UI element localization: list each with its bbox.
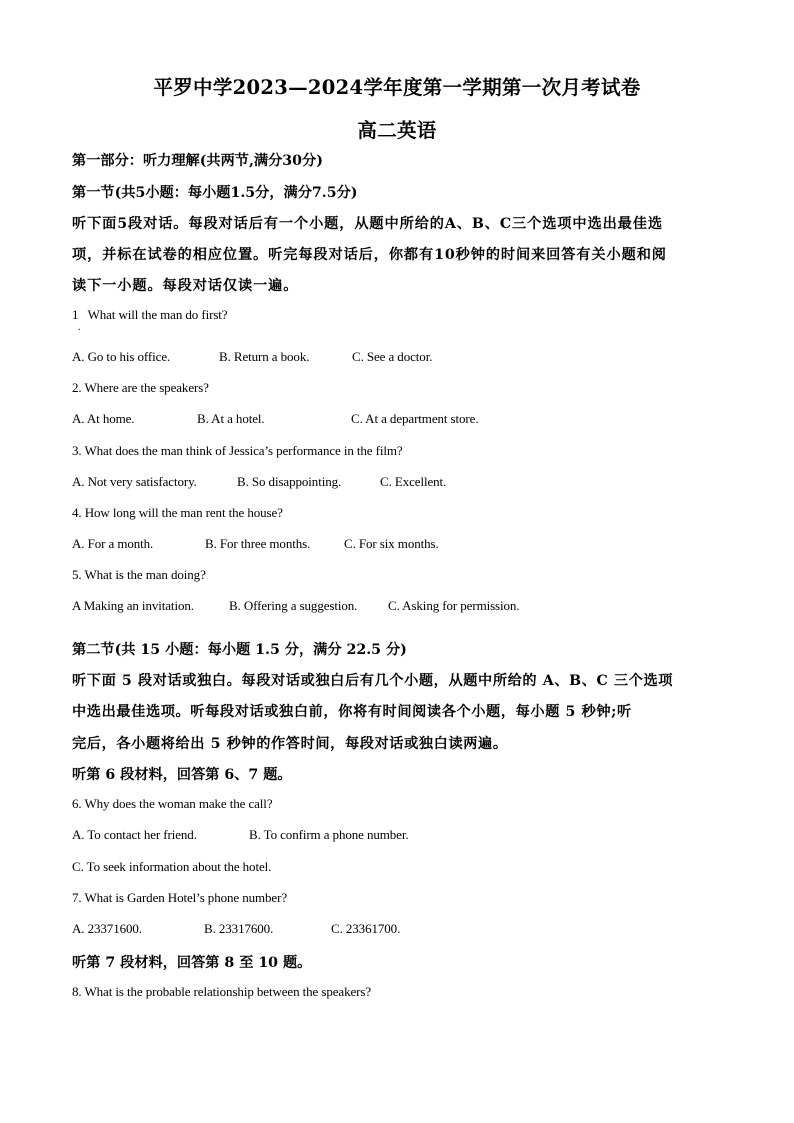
option-c: C. Excellent. [380, 474, 447, 489]
section1-instruction-line-1: 听下面5段对话。每段对话后有一个小题，从题中所给的A、B、C三个选项中选出最佳选 [72, 216, 663, 232]
question-1 [72, 307, 227, 323]
section1-instruction-line-3: 读下一小题。每段对话仅读一遍。 [72, 278, 299, 294]
exam-title: 平罗中学2023—2024学年度第一学期第一次月考试卷 [153, 76, 641, 99]
question-number-dot: . [78, 380, 82, 395]
option-a: A. At home. [72, 411, 135, 426]
option-b: B. 23317600. [204, 921, 274, 936]
option-a: A. For a month. [72, 536, 154, 551]
question-number: 1 [72, 307, 79, 322]
option-c: C. To seek information about the hotel. [72, 859, 272, 874]
section1-instruction-line-2: 项，并标在试卷的相应位置。听完每段对话后，你都有10秒钟的时间来回答有关小题和阅 [72, 247, 667, 263]
option-c: C. At a department store. [351, 411, 479, 426]
question-5 [72, 567, 206, 583]
question-number: 5 [72, 567, 79, 582]
question-text: Where are the speakers? [84, 380, 209, 395]
option-b: B. At a hotel. [197, 411, 265, 426]
section2-instruction-line-2: 中选出最佳选项。听每段对话或独白前，你将有时间阅读各个小题，每小题 5 秒钟;听 [72, 704, 632, 720]
question-number-dot: . [78, 505, 82, 520]
exam-subtitle: 高二英语 [357, 119, 437, 142]
option-b: B. To confirm a phone number. [249, 827, 409, 842]
question-text: What is the man doing? [84, 567, 206, 582]
section1-heading: 第一节(共5小题：每小题1.5分，满分7.5分) [72, 185, 358, 201]
question-text: What will the man do first? [87, 307, 228, 322]
section2-instruction-line-1: 听下面 5 段对话或独白。每段对话或独白后有几个小题，从题中所给的 A、B、C 三个选项 [72, 673, 674, 689]
question-number-dot: . [78, 567, 82, 582]
option-b: B. So disappointing. [237, 474, 342, 489]
question-3 [72, 443, 403, 459]
question-2 [72, 380, 209, 396]
option-a: A. 23371600. [72, 921, 142, 936]
option-c: C. For six months. [344, 536, 439, 551]
material-6-heading: 听第 6 段材料，回答第 6、7 题。 [72, 767, 292, 783]
question-4 [72, 505, 283, 521]
question-number-dot: . [78, 443, 82, 458]
question-6: 6. Why does the woman make the call? [72, 796, 273, 811]
question-number-dot: . [78, 322, 81, 333]
material-7-heading: 听第 7 段材料，回答第 8 至 10 题。 [72, 955, 312, 971]
option-a: A. To contact her friend. [72, 827, 197, 842]
section2-instruction-line-3: 完后，各小题将给出 5 秒钟的作答时间，每段对话或独白读两遍。 [72, 736, 508, 752]
option-c: C. Asking for permission. [388, 598, 520, 613]
part1-heading: 第一部分：听力理解(共两节,满分30分) [72, 153, 323, 169]
option-b: B. For three months. [205, 536, 311, 551]
option-c: C. 23361700. [331, 921, 401, 936]
question-text: What does the man think of Jessica’s performance in the film? [84, 443, 403, 458]
section2-heading: 第二节(共 15 小题：每小题 1.5 分，满分 22.5 分) [72, 642, 407, 658]
option-c: C. See a doctor. [352, 349, 433, 364]
question-8: 8. What is the probable relationship between the speakers? [72, 984, 371, 999]
question-text: How long will the man rent the house? [84, 505, 283, 520]
question-number: 2 [72, 380, 79, 395]
option-a: A Making an invitation. [72, 598, 194, 613]
option-a: A. Not very satisfactory. [72, 474, 197, 489]
option-a: A. Go to his office. [72, 349, 171, 364]
question-number: 4 [72, 505, 79, 520]
question-7: 7. What is Garden Hotel’s phone number? [72, 890, 287, 905]
option-b: B. Offering a suggestion. [229, 598, 358, 613]
question-number: 3 [72, 443, 79, 458]
option-b: B. Return a book. [219, 349, 310, 364]
